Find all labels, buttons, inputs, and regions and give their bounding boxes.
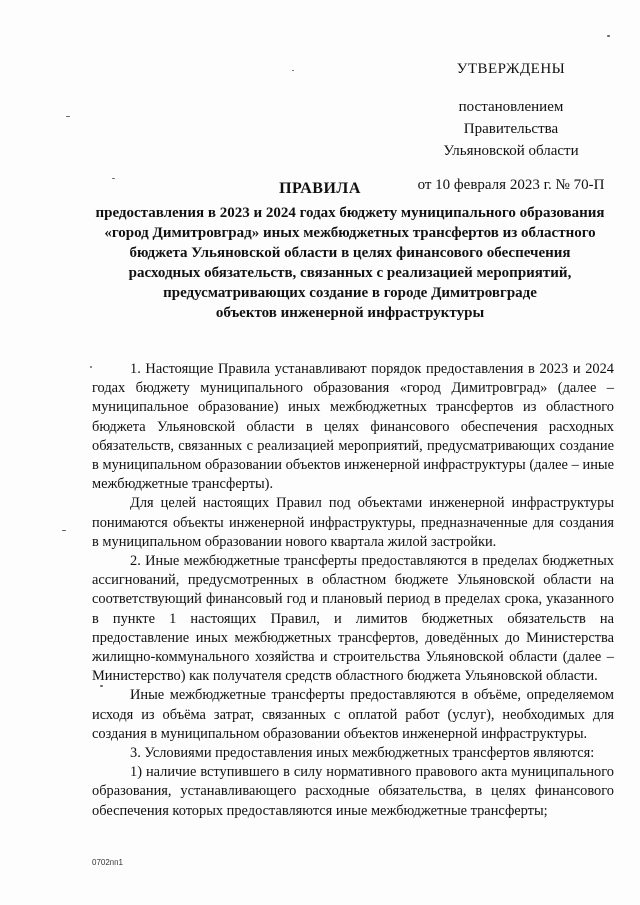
approval-region: Ульяновской области	[443, 143, 579, 159]
rules-title-line: расходных обязательств, связанных с реализацией мероприятий,	[128, 265, 572, 281]
scan-speck	[100, 685, 103, 687]
paragraph: 1) наличие вступившего в силу нормативного правового акта муниципального образования, устанавливающего расходные обязательства, в целях финансового обеспечения которых предоставляются иные межбюджетные трансферты;	[92, 764, 614, 819]
scan-speck	[292, 70, 294, 71]
rules-title-line: бюджета Ульяновской области в целях финансового обеспечения	[129, 245, 571, 261]
rules-title-line: предоставления в 2023 и 2024 годах бюджету муниципального образования	[95, 205, 605, 221]
approval-by: постановлением Правительства	[458, 99, 564, 137]
rules-title-line: объектов инженерной инфраструктуры	[215, 305, 485, 321]
approval-block	[346, 58, 606, 196]
paragraph: 3. Условиями предоставления иных межбюджетных трансфертов являются:	[130, 745, 595, 762]
scan-speck	[90, 366, 92, 368]
paragraph: Для целей настоящих Правил под объектами инженерной инфраструктуры понимаются объекты инженерной инфраструктуры, предназначенные для создания в муниципальном образовании нового квартала жилой застройки.	[92, 495, 614, 550]
rules-title-line: предусматривающих создание в городе Димитровграде	[163, 285, 537, 301]
document-body	[92, 360, 614, 821]
scan-speck	[66, 116, 70, 117]
rules-title	[70, 203, 630, 323]
approval-date: от 10 февраля 2023 г. № 70-П	[417, 177, 605, 193]
scan-speck	[62, 530, 66, 531]
approval-title: УТВЕРЖДЕНЫ	[456, 61, 566, 77]
scan-speck	[112, 178, 115, 179]
paragraph: Иные межбюджетные трансферты предоставляются в объёме, определяемом исходя из объёма затрат, связанных с оплатой работ (услуг), необходимых для создания в муниципальном образовании объектов инженерной инфраструктуры.	[92, 687, 614, 742]
footer-code: 0702пп1	[92, 858, 123, 867]
scan-speck	[607, 35, 610, 37]
paragraph: 2. Иные межбюджетные трансферты предоставляются в пределах бюджетных ассигнований, предусмотренных в областном бюджете Ульяновской области на соответствующий финансовый год и плановый период в пределах срока, указанного в пункте 1 настоящих Правил, и лимитов бюджетных обязательств на предоставление иных межбюджетных трансфертов, доведённых до Министерства жилищно-коммунального хозяйства и строительства Ульяновской области (далее – Министерство) как получателя средств областного бюджета Ульяновской области.	[92, 553, 614, 685]
rules-title-line: «город Димитровград» иных межбюджетных трансфертов из областного	[104, 225, 596, 241]
rules-heading: ПРАВИЛА	[279, 180, 361, 197]
paragraph: 1. Настоящие Правила устанавливают порядок предоставления в 2023 и 2024 годах бюджету муниципального образования «город Димитровград» (далее – муниципальное образование) иных межбюджетных трансфертов из областного бюджета Ульяновской области в целях финансового обеспечения расходных обязательств, связанных с реализацией мероприятий, предусматривающих создание в муниципальном образовании объектов инженерной инфраструктуры (далее – иные межбюджетные трансферты).	[92, 361, 614, 493]
